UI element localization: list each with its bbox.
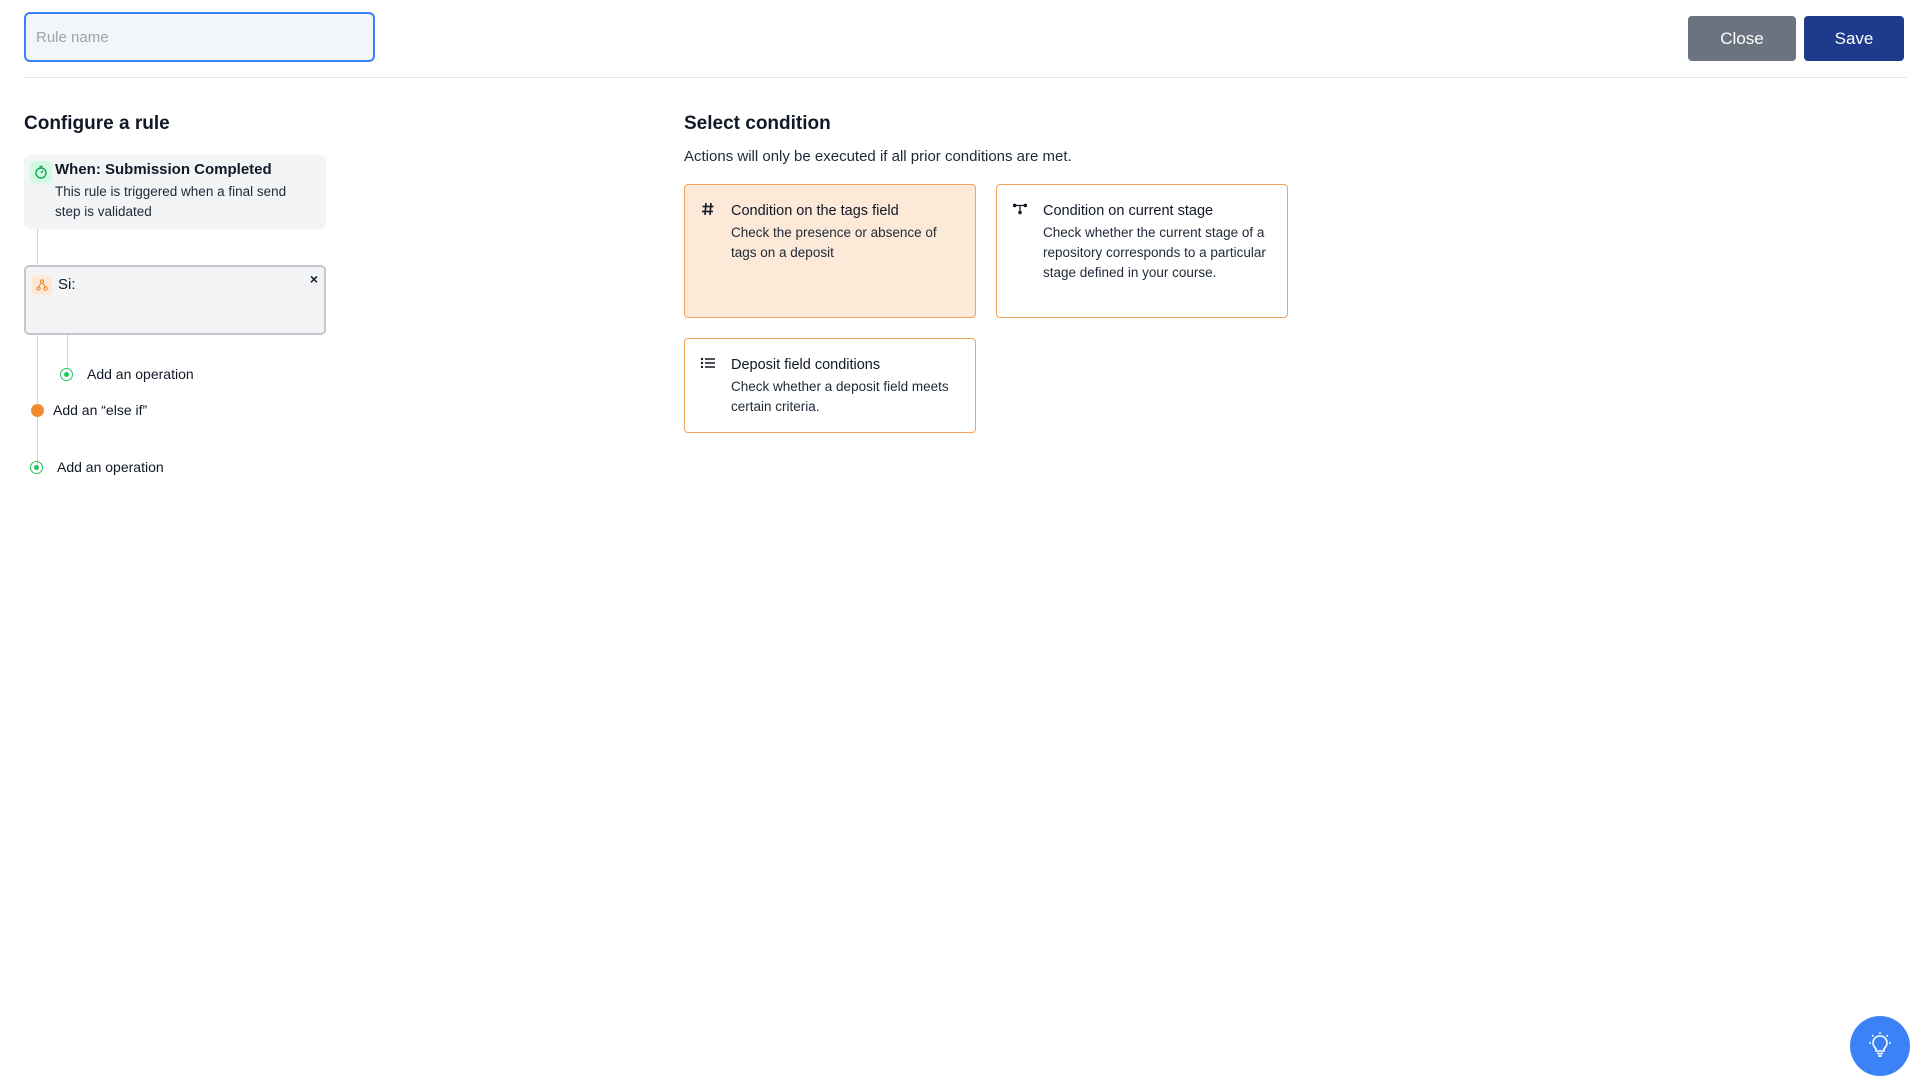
inner-add-operation[interactable] [60, 366, 194, 382]
save-button[interactable]: Save [1804, 16, 1904, 61]
timer-icon [30, 161, 52, 183]
select-condition-title: Select condition [684, 113, 831, 134]
add-circle-icon [60, 368, 73, 381]
condition-card-stage[interactable] [996, 184, 1288, 318]
condition-card-description: Check the presence or absence of tags on a deposit [731, 225, 937, 260]
close-icon[interactable]: × [309, 271, 318, 287]
else-if-dot-icon [31, 404, 44, 417]
hash-icon [700, 201, 716, 217]
condition-card-title: Condition on current stage [1043, 203, 1214, 219]
close-button[interactable]: Close [1688, 16, 1796, 61]
lightbulb-icon [1866, 1031, 1894, 1062]
trigger-card[interactable] [24, 155, 326, 229]
connector-line [37, 229, 38, 265]
condition-card-title: Condition on the tags field [731, 203, 899, 219]
outer-add-operation-label: Add an operation [57, 459, 164, 475]
help-button[interactable] [1850, 1016, 1910, 1076]
rule-name-input[interactable] [24, 12, 375, 62]
configure-rule-title: Configure a rule [24, 113, 170, 134]
inner-add-operation-label: Add an operation [87, 366, 194, 382]
condition-block[interactable] [24, 265, 326, 335]
branch-icon [32, 275, 52, 295]
add-else-if-label: Add an “else if” [53, 402, 148, 418]
outer-add-operation[interactable] [30, 459, 164, 475]
condition-card-deposit[interactable] [684, 338, 976, 433]
select-condition-subtitle: Actions will only be executed if all prior conditions are met. [684, 148, 1072, 165]
stage-flow-icon [1012, 201, 1028, 217]
condition-card-title: Deposit field conditions [731, 357, 881, 373]
condition-label: Si: [58, 276, 76, 293]
top-bar [24, 12, 1907, 78]
add-else-if[interactable] [31, 402, 147, 418]
add-circle-icon [30, 461, 43, 474]
list-icon [700, 355, 716, 371]
connector-line [67, 335, 68, 368]
trigger-title: When: Submission Completed [55, 161, 272, 178]
trigger-description: This rule is triggered when a final send step is validated [55, 184, 287, 219]
condition-card-tags[interactable] [684, 184, 976, 318]
condition-card-description: Check whether a deposit field meets certain criteria. [731, 379, 949, 414]
condition-card-description: Check whether the current stage of a repository corresponds to a particular stage defined in your course. [1043, 225, 1266, 280]
